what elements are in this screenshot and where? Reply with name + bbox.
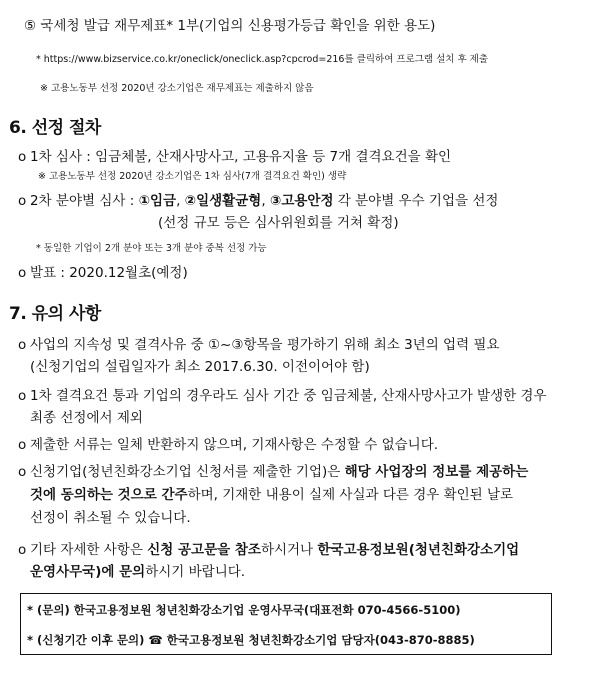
note-2-line-2: 최종 선정에서 제외	[30, 410, 143, 426]
note-5-text-c: 하시거나	[260, 542, 318, 558]
note-2	[18, 384, 547, 404]
note-5-text-f: 하시기 바랍니다.	[145, 564, 246, 580]
note-4-emphasis-2: 것에 동의하는 것으로 간주	[30, 487, 188, 503]
step2-continuation: (선정 규모 등은 심사위원회를 거쳐 확정)	[158, 215, 399, 231]
section-6-title: 6. 선정 절차	[9, 118, 101, 138]
note-1-line-2: (신청기업의 설립일자가 최소 2017.6.30. 이전이어야 함)	[30, 359, 370, 375]
note-3-text: 제출한 서류는 일체 반환하지 않으며, 기재사항은 수정할 수 없습니다.	[30, 437, 439, 453]
announce-text: 발표 : 2020.12월초(예정)	[30, 265, 188, 281]
exempt-note: ※ 고용노동부 선정 2020년 강소기업은 재무제표는 제출하지 않음	[40, 83, 314, 94]
step1-text: 1차 심사 : 임금체불, 산재사망사고, 고용유지율 등 7개 결격요건을 확인	[30, 149, 452, 165]
bullet: o	[18, 464, 27, 480]
step2-separator: ,	[176, 193, 185, 209]
contact-line-1: * (문의) 한국고용정보원 청년친화강소기업 운영사무국(대표전화 070-4566-5100)	[27, 603, 461, 617]
doc-item-5: ⑤ 국세청 발급 재무제표* 1부(기업의 신용평가등급 확인을 위한 용도)	[24, 18, 436, 34]
note-4-text-a: 신청기업(청년친화강소기업 신청서를 제출한 기업)은	[30, 464, 345, 480]
step2-criterion-worklife: ②일생활균형	[184, 193, 262, 209]
step1-note: ※ 고용노동부 선정 2020년 강소기업은 1차 심사(7개 결격요건 확인) 생략	[38, 171, 347, 182]
note-4-text-d: 하며, 기재한 내용이 실제 사실과 다른 경우 확인된 날로	[187, 487, 514, 503]
phone-icon: ☎	[148, 633, 163, 647]
note-2-line-1: 1차 결격요건 통과 기업의 경우라도 심사 기간 중 임금체불, 산재사망사고가 발생한 경우	[30, 388, 547, 404]
note-1-line-1: 사업의 지속성 및 결격사유 중 ①~③항목을 평가하기 위해 최소 3년의 업력 필요	[30, 337, 500, 353]
bullet: o	[18, 542, 27, 558]
contact-line-2-suffix: 한국고용정보원 청년친화강소기업 담당자(043-870-8885)	[162, 633, 475, 647]
contact-line-2	[27, 632, 475, 648]
bullet: o	[18, 437, 27, 453]
bullet: o	[18, 337, 27, 353]
note-4	[18, 460, 528, 480]
note-5-org: 한국고용정보원(청년친화강소기업	[317, 542, 520, 558]
note-3	[18, 433, 438, 453]
bullet: o	[18, 265, 27, 281]
url-note: * https://www.bizservice.co.kr/oneclick/oneclick.asp?cpcrod=216를 클릭하여 프로그램 설치 후 제출	[36, 54, 489, 65]
step2-suffix: 각 분야별 우수 기업을 선정	[333, 193, 499, 209]
step2-note: * 동일한 기업이 2개 분야 또는 3개 분야 중복 선정 가능	[36, 243, 267, 254]
note-4-emphasis: 해당 사업장의 정보를 제공하는	[344, 464, 529, 480]
section-7-title: 7. 유의 사항	[9, 304, 101, 324]
contact-line-2-prefix: * (신청기간 이후 문의)	[27, 633, 149, 647]
step2-criterion-stability: ③고용안정	[269, 193, 334, 209]
note-5	[18, 538, 519, 558]
note-4-line-3: 선정이 취소될 수 있습니다.	[30, 510, 191, 526]
step2-separator: ,	[261, 193, 270, 209]
contact-box	[20, 593, 552, 655]
note-1	[18, 333, 500, 353]
announce-item	[18, 261, 188, 281]
note-5-line-2	[30, 560, 245, 580]
note-5-text-a: 기타 자세한 사항은	[30, 542, 148, 558]
bullet: o	[18, 193, 27, 209]
step2-item	[18, 189, 498, 209]
note-5-emphasis: 신청 공고문을 참조	[147, 542, 261, 558]
bullet: o	[18, 149, 27, 165]
step2-criterion-wage: ①임금	[138, 193, 177, 209]
bullet: o	[18, 388, 27, 404]
note-5-org-cont: 운영사무국)에 문의	[30, 564, 146, 580]
step1-item	[18, 145, 451, 165]
step2-prefix: 2차 분야별 심사 :	[30, 193, 139, 209]
note-4-line-2	[30, 483, 513, 503]
